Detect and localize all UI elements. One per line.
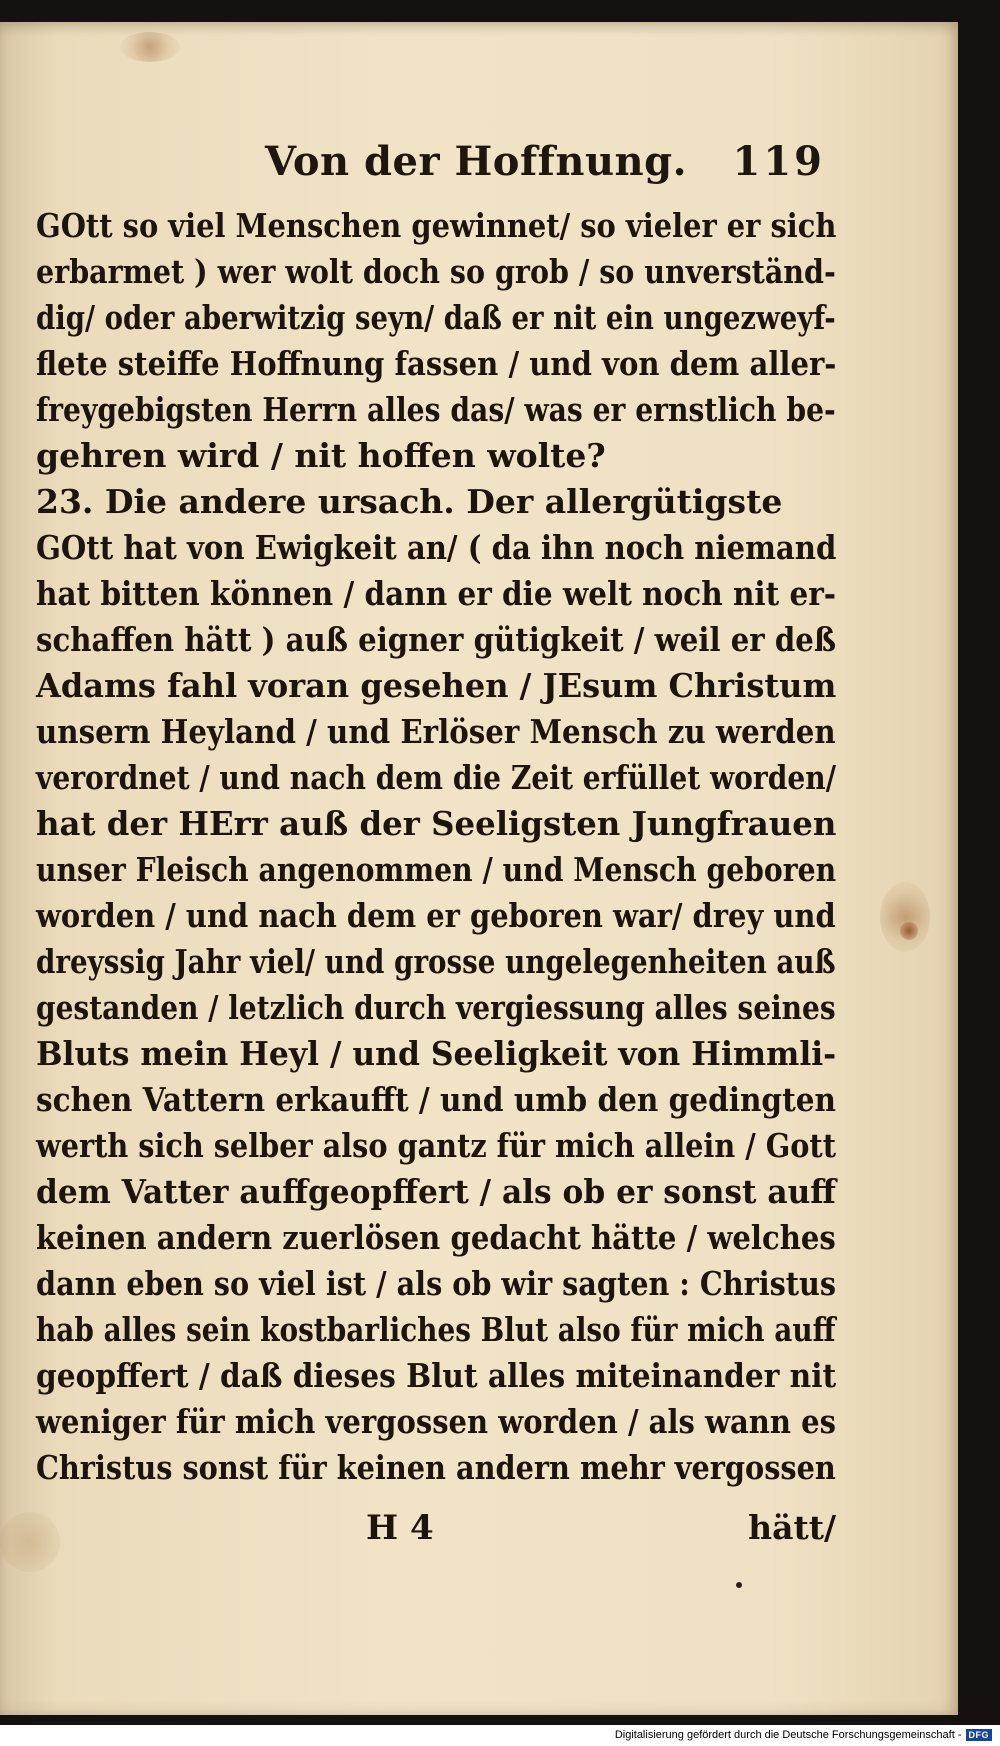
text-line: geopffert / daß dieses Blut alles miteinander nit <box>36 1356 837 1395</box>
text-line: GOtt hat von Ewigkeit an/ ( da ihn noch niemand <box>36 528 837 567</box>
running-title: Von der Hoffnung. <box>265 138 687 185</box>
text-line: hab alles sein kostbarliches Blut also für mich auff <box>36 1310 836 1349</box>
text-line: werth sich selber also gantz für mich allein / Gott <box>36 1126 836 1165</box>
paper-stain <box>900 922 918 940</box>
text-line: 23. Die andere ursach. Der allergütigste <box>36 482 783 521</box>
text-line: gestanden / letzlich durch vergiessung alles seines <box>36 988 836 1027</box>
dfg-logo: DFG <box>966 1729 993 1741</box>
text-line: gehren wird / nit hoffen wolte? <box>36 436 606 475</box>
text-line: dann eben so viel ist / als ob wir sagten : Christus <box>36 1264 837 1303</box>
text-line: verordnet / und nach dem die Zeit erfüllet worden/ <box>36 758 837 797</box>
text-line: unsern Heyland / und Erlöser Mensch zu werden <box>36 712 836 751</box>
ink-speck <box>736 1582 742 1588</box>
signature-mark: H 4 <box>366 1508 434 1548</box>
digitization-credit <box>615 1729 992 1741</box>
text-line: GOtt so viel Menschen gewinnet/ so vieler er sich <box>36 206 837 245</box>
text-line: dem Vatter auffgeopffert / als ob er sonst auff <box>36 1172 836 1211</box>
catchword: hätt/ <box>748 1508 836 1547</box>
page-number: 119 <box>732 138 825 185</box>
text-line: hat bitten können / dann er die welt noch nit er- <box>36 574 837 613</box>
page-footer <box>36 1508 836 1558</box>
text-line: unser Fleisch angenommen / und Mensch geboren <box>36 850 837 889</box>
text-line: Adams fahl voran gesehen / JEsum Christum <box>36 666 837 705</box>
text-line: Bluts mein Heyl / und Seeligkeit von Himmli- <box>36 1034 837 1073</box>
text-line: keinen andern zuerlösen gedacht hätte / welches <box>36 1218 836 1257</box>
text-line: Christus sonst für keinen andern mehr vergossen <box>36 1448 836 1487</box>
text-line: weniger für mich vergossen worden / als wann es <box>36 1402 836 1441</box>
page-header <box>265 138 855 198</box>
text-line: hat der HErr auß der Seeligsten Jungfrauen <box>36 804 837 843</box>
text-line: schaffen hätt ) auß eigner gütigkeit / weil er deß <box>36 620 837 659</box>
text-line: dreyssig Jahr viel/ und grosse ungelegenheiten auß <box>36 942 836 981</box>
paper-stain <box>120 32 180 62</box>
text-line: freygebigsten Herrn alles das/ was er ernstlich be- <box>36 390 836 429</box>
text-line: worden / und nach dem er geboren war/ drey und <box>36 896 836 935</box>
text-line: erbarmet ) wer wolt doch so grob / so unverständ- <box>36 252 836 291</box>
text-line: flete steiffe Hoffnung fassen / und von dem aller- <box>36 344 837 383</box>
text-line: dig/ oder aberwitzig seyn/ daß er nit ein ungezweyf- <box>36 298 836 337</box>
body-text <box>36 203 836 1491</box>
paper-stain <box>880 882 930 952</box>
credit-text: Digitalisierung gefördert durch die Deutsche Forschungsgemeinschaft - <box>614 1729 962 1741</box>
text-line: schen Vattern erkaufft / und umb den gedingten <box>36 1080 836 1119</box>
